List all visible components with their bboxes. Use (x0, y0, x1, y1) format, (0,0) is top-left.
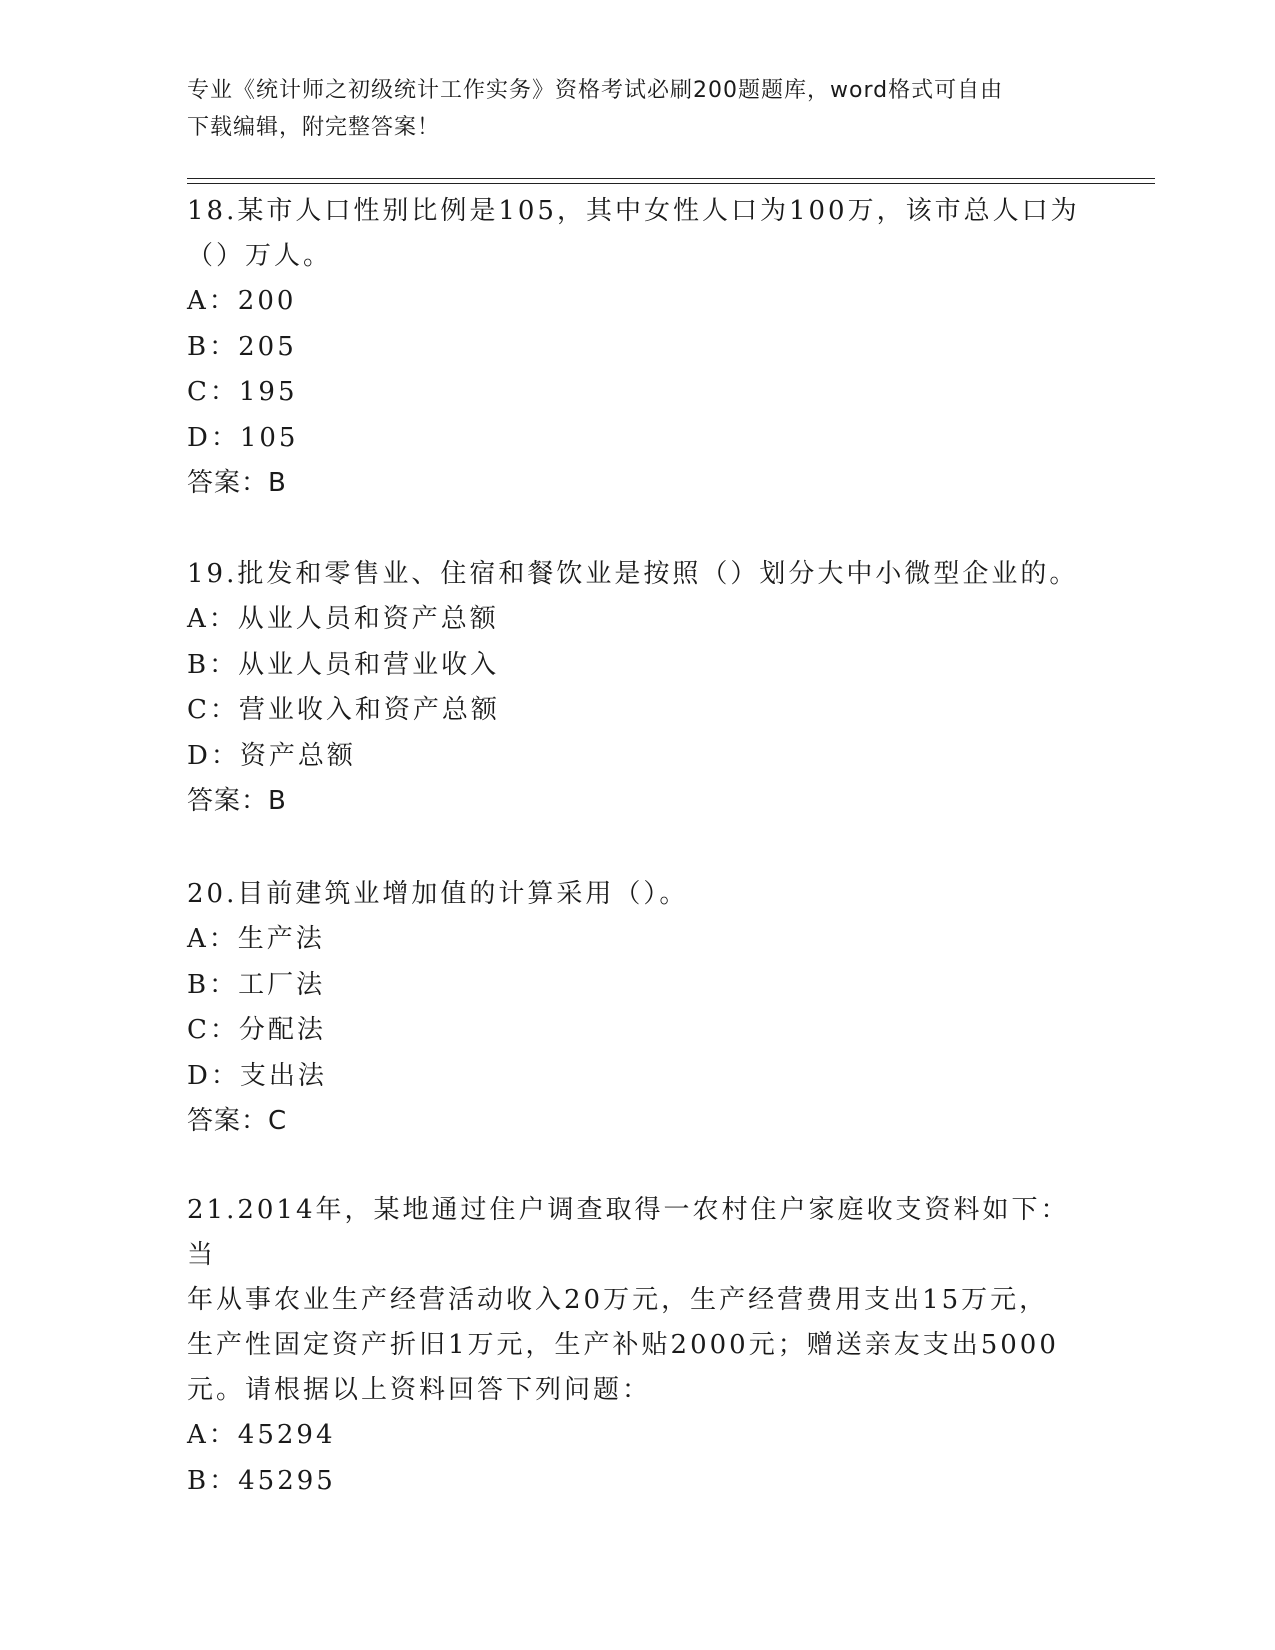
header-divider-top (187, 178, 1155, 179)
option-a: A：从业人员和资产总额 (187, 604, 499, 634)
question-18 (187, 189, 1087, 506)
option-d: D：支出法 (187, 1060, 327, 1091)
answer: 答案：B (187, 786, 287, 816)
question-stem-line: 元。请根据以上资料回答下列问题： (187, 1375, 652, 1405)
question-stem-line: 生产性固定资产折旧1万元，生产补贴2000元；赠送亲友支出5000 (187, 1330, 1059, 1360)
header-divider-bottom (187, 183, 1155, 184)
option-b: B：从业人员和营业收入 (187, 649, 500, 680)
answer: 答案：B (187, 468, 287, 498)
option-b: B：工厂法 (187, 969, 326, 1000)
option-b: B：205 (187, 331, 297, 362)
option-b: B：45295 (187, 1465, 336, 1496)
option-c: C：分配法 (187, 1015, 326, 1045)
option-c: C：营业收入和资产总额 (187, 695, 500, 725)
option-d: D：105 (187, 422, 299, 453)
option-d: D：资产总额 (187, 740, 356, 771)
question-stem-line: （）万人。 (187, 241, 333, 271)
document-header (187, 72, 1067, 146)
header-line-2: 下载编辑，附完整答案！ (187, 115, 441, 140)
option-a: A：生产法 (187, 924, 325, 954)
option-c: C：195 (187, 377, 298, 407)
question-stem-line: 20.目前建筑业增加值的计算采用（）。 (187, 879, 689, 909)
header-line-1: 专业《统计师之初级统计工作实务》资格考试必刷200题题库，word格式可自由 (187, 78, 1004, 103)
answer: 答案：C (187, 1106, 288, 1136)
question-stem-line: 年从事农业生产经营活动收入20万元，生产经营费用支出15万元， (187, 1285, 1049, 1315)
question-stem-line: 21.2014年，某地通过住户调查取得一农村住户家庭收支资料如下：当 (187, 1195, 1070, 1270)
question-stem-line: 19.批发和零售业、住宿和餐饮业是按照（）划分大中小微型企业的。 (187, 559, 1079, 589)
question-stem-line: 18.某市人口性别比例是105，其中女性人口为100万，该市总人口为 (187, 196, 1080, 226)
question-19 (187, 552, 1087, 824)
question-21 (187, 1188, 1087, 1504)
question-20 (187, 872, 1087, 1144)
option-a: A：45294 (187, 1420, 336, 1450)
option-a: A：200 (187, 286, 297, 316)
